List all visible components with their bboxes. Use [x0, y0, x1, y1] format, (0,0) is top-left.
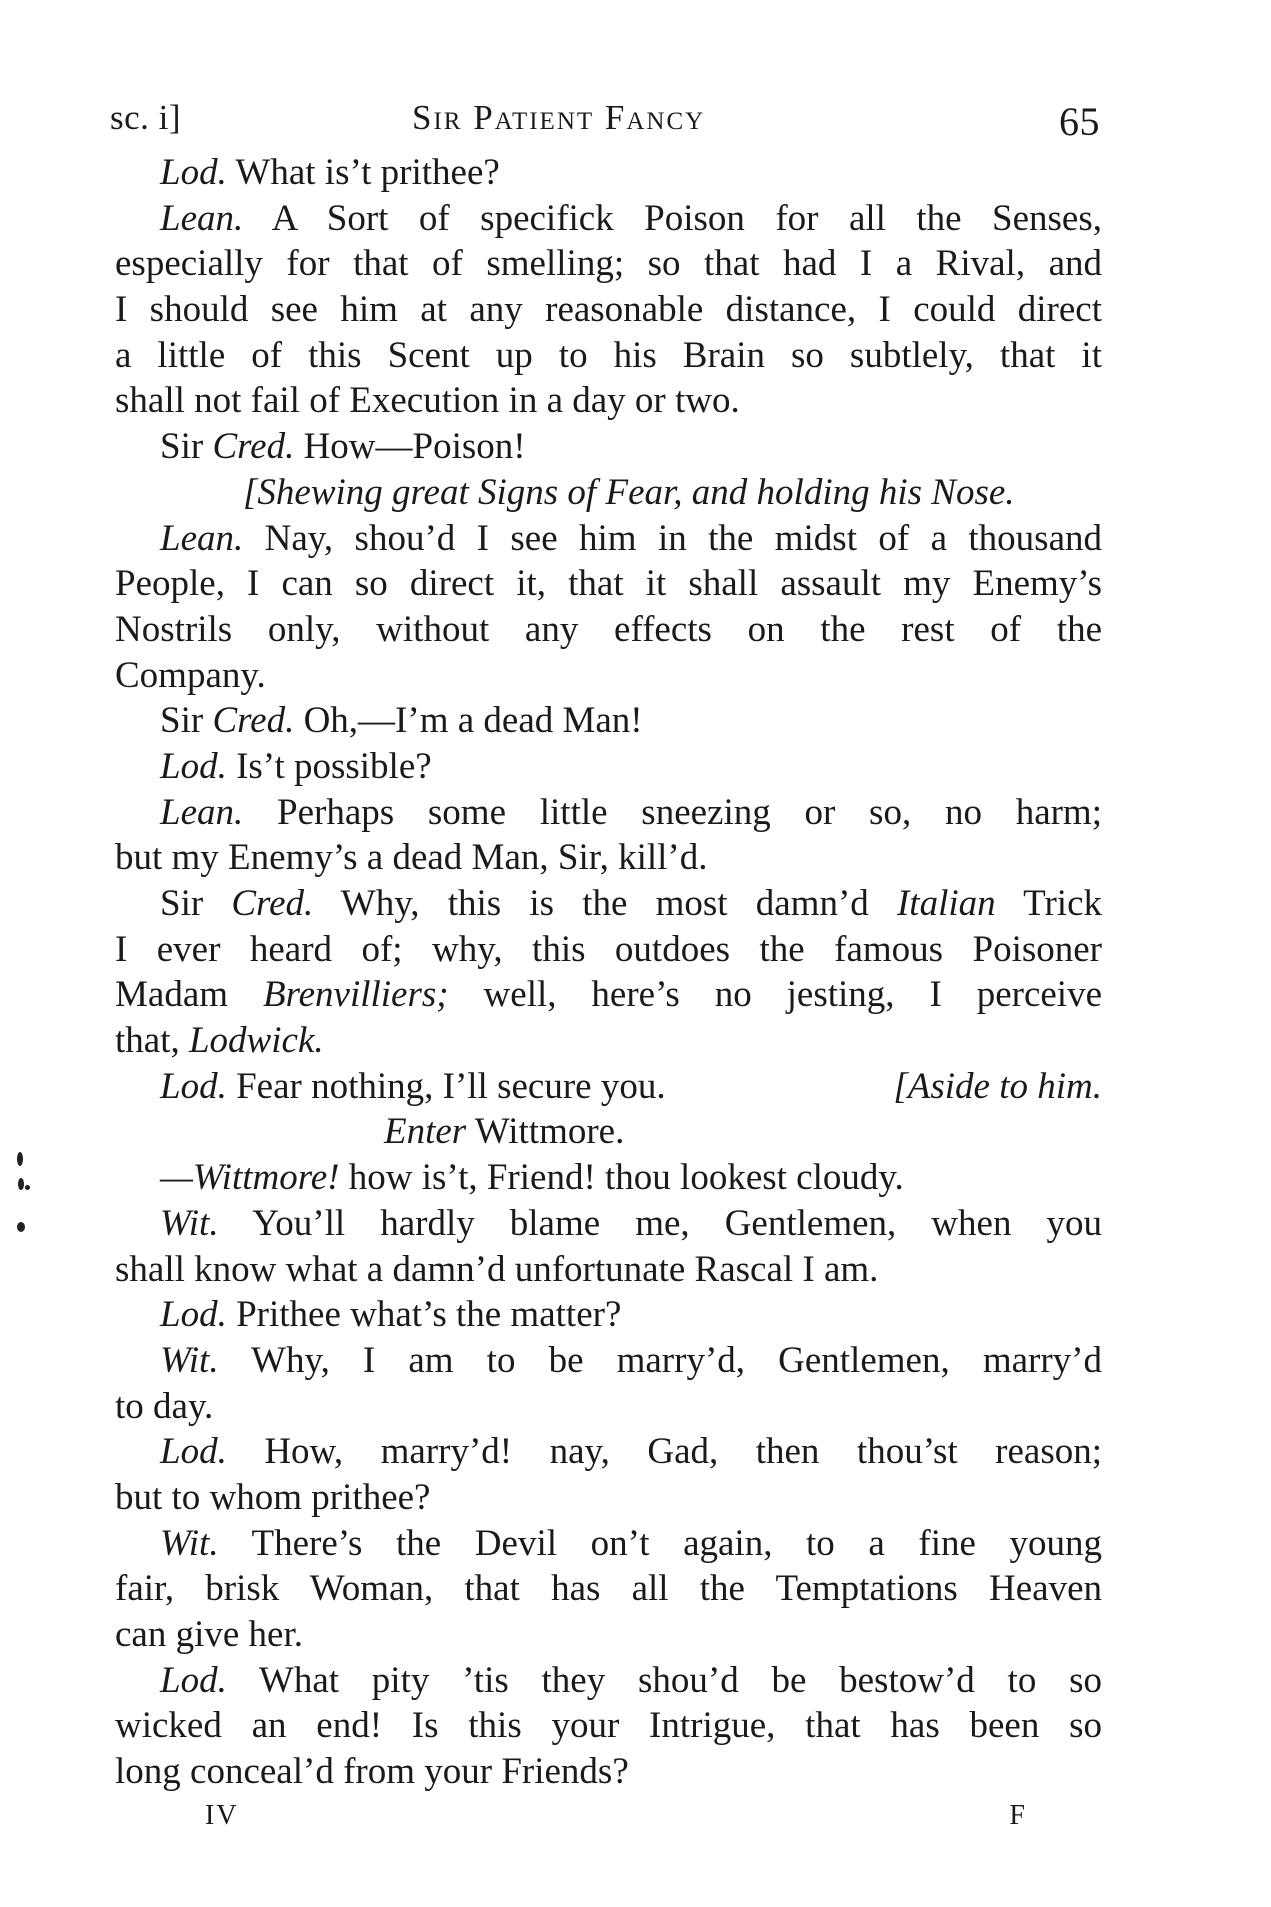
line-text: Is’t possible? [236, 745, 432, 787]
italic-word: —Wittmore! [160, 1157, 340, 1199]
speech-line [115, 972, 1102, 1018]
speaker-prefix: Sir [160, 700, 204, 742]
volume-signature: IV [205, 1800, 239, 1831]
line-text: A Sort of specifick Poison for all the Senses, [271, 197, 1102, 239]
line-text: Oh,—I’m a dead Man! [303, 700, 643, 742]
enter-word: Enter [384, 1111, 467, 1153]
speech-line [115, 1201, 1102, 1247]
speech-line: People, I can so direct it, that it shall assault my Enemy’s [115, 563, 1102, 605]
speaker-name: Cred. [212, 426, 295, 468]
line-text: Madam [115, 974, 229, 1016]
speech-line: I ever heard of; why, this outdoes the famous Poisoner [115, 928, 1102, 970]
speech-line [115, 881, 1102, 927]
line-text: What is’t prithee? [235, 152, 500, 193]
italic-word: Lodwick. [188, 1020, 324, 1062]
speaker-name: Wit. [160, 1339, 219, 1381]
gathering-mark: F [1009, 1800, 1025, 1831]
italic-word: Italian [896, 883, 996, 924]
speaker-name: Cred. [212, 700, 295, 742]
speech-line: but to whom prithee? [115, 1476, 431, 1518]
speaker-name: Lod. [160, 1294, 227, 1336]
speech-line [115, 1018, 1102, 1064]
speech-line [115, 196, 1102, 242]
line-text: What pity ’tis they shou’d be bestow’d to so [258, 1659, 1102, 1701]
speech-line [115, 1429, 1102, 1475]
running-head [110, 98, 1100, 148]
speech-line [115, 424, 1102, 470]
speech-line [115, 1292, 1102, 1338]
speaker-name: Cred. [231, 883, 314, 924]
speech-line: a little of this Scent up to his Brain so subtlely, that it [115, 334, 1102, 376]
ink-speck [18, 1178, 24, 1190]
speaker-name: Lean. [160, 197, 244, 239]
speaker-name: Wit. [160, 1522, 219, 1564]
speech-line: Nostrils only, without any effects on the rest of the [115, 608, 1102, 650]
speech-line: to day. [115, 1385, 214, 1427]
speaker-name: Lod. [160, 745, 227, 787]
speech-line [115, 744, 1102, 790]
entering-character: Wittmore. [474, 1111, 625, 1153]
stage-direction [115, 470, 1102, 516]
speaker-prefix: Sir [160, 883, 204, 924]
ink-speck [25, 1185, 30, 1190]
scene-marker: sc. i] [110, 98, 182, 137]
line-text: Nay, shou’d I see him in the midst of a thousand [264, 517, 1103, 559]
speech-line [115, 1521, 1102, 1567]
line-text: well, here’s no jesting, I perceive [483, 974, 1103, 1016]
speech-line [115, 1658, 1102, 1704]
margin-ink-marks [15, 1150, 55, 1270]
speech-line [115, 1064, 1102, 1110]
ink-speck [17, 1152, 23, 1166]
line-text: You’ll hardly blame me, Gentlemen, when you [252, 1202, 1102, 1244]
speech-line [115, 150, 1102, 196]
speech-line: can give her. [115, 1614, 303, 1655]
speech-line: shall not fail of Execution in a day or two. [115, 380, 740, 422]
aside-direction: [Aside to him. [893, 1065, 1102, 1107]
page-number: 65 [1059, 99, 1100, 144]
italic-word: Brenvilliers; [262, 974, 449, 1016]
speech-line: long conceal’d from your Friends? [115, 1751, 629, 1793]
speaker-name: Lod. [160, 1431, 227, 1473]
play-text [115, 150, 1102, 1795]
speaker-name: Lean. [160, 517, 244, 559]
running-title: Sir Patient Fancy [412, 98, 706, 137]
ink-speck [17, 1222, 25, 1232]
speaker-name: Lod. [160, 1065, 227, 1107]
line-text: how is’t, Friend! thou lookest cloudy. [348, 1157, 904, 1199]
speech-line: but my Enemy’s a dead Man, Sir, kill’d. [115, 837, 708, 879]
speech-line: fair, brisk Woman, that has all the Temptations Heaven [115, 1568, 1102, 1610]
line-text: Why, this is the most damn’d [340, 883, 869, 924]
line-text: Perhaps some little sneezing or so, no harm; [277, 791, 1102, 833]
speech-line: shall know what a damn’d unfortunate Rascal I am. [115, 1248, 879, 1290]
entrance-direction [115, 1109, 1102, 1155]
speech-line [115, 698, 1102, 744]
line-text: that, [115, 1020, 180, 1062]
speaker-name: Lod. [160, 1659, 227, 1701]
page-footer [205, 1800, 1025, 1840]
line-text: How, marry’d! nay, Gad, then thou’st reason; [264, 1431, 1102, 1473]
speech-line: wicked an end! Is this your Intrigue, that has been so [115, 1705, 1102, 1747]
speech-line: Company. [115, 654, 266, 696]
speech-line: especially for that of smelling; so that had I a Rival, and [115, 243, 1102, 285]
line-text: Why, I am to be marry’d, Gentlemen, marry’d [251, 1339, 1102, 1381]
speech-line: I should see him at any reasonable distance, I could direct [115, 289, 1102, 331]
speaker-name: Wit. [160, 1202, 219, 1244]
speaker-name: Lod. [160, 152, 227, 193]
speech-line [115, 1155, 1102, 1201]
line-text: Trick [1023, 883, 1102, 924]
line-text: How—Poison! [303, 426, 526, 468]
stage-direction-text: [Shewing great Signs of Fear, and holding his Nose. [243, 471, 1015, 513]
speaker-prefix: Sir [160, 426, 204, 468]
line-text: Prithee what’s the matter? [236, 1294, 622, 1336]
speech-line [115, 516, 1102, 562]
speaker-name: Lean. [160, 791, 244, 833]
line-text: Fear nothing, I’ll secure you. [236, 1065, 666, 1107]
speech-line [115, 1338, 1102, 1384]
speech-line [115, 790, 1102, 836]
line-text: There’s the Devil on’t again, to a fine young [251, 1522, 1102, 1564]
